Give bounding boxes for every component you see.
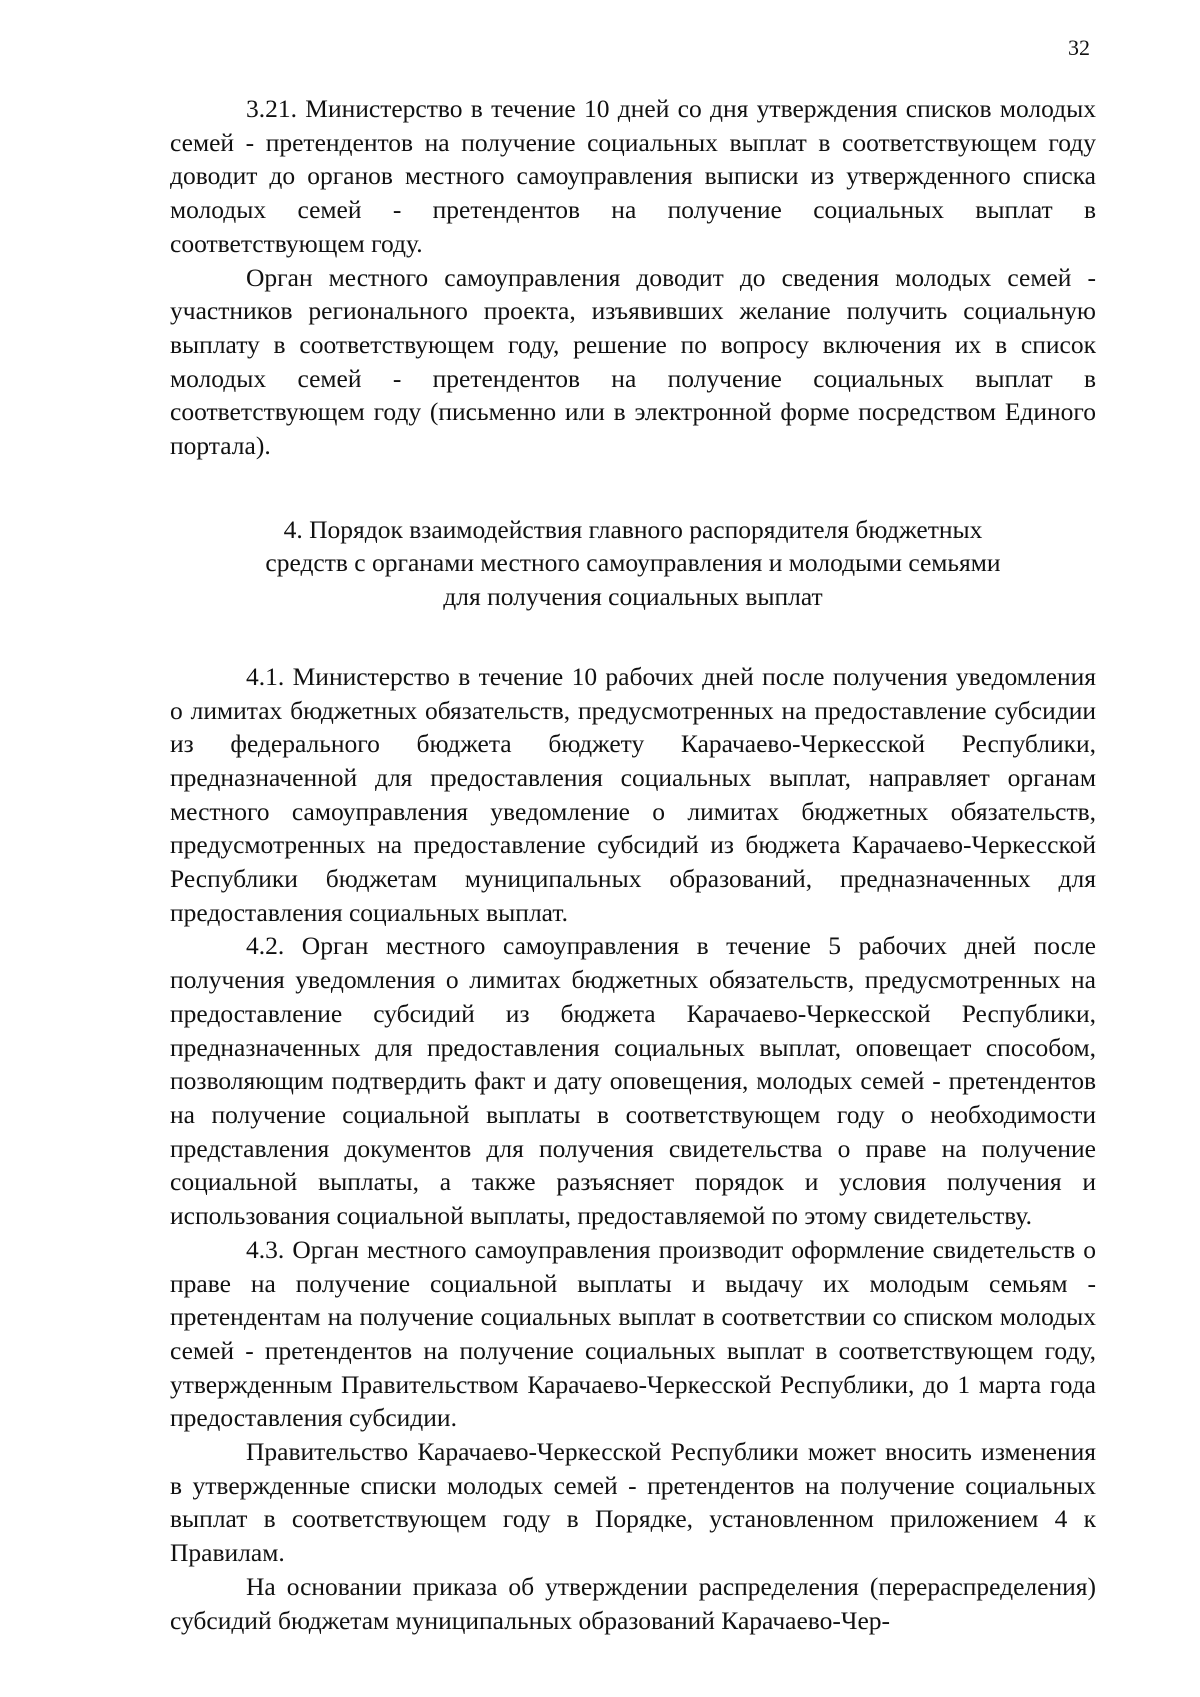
paragraph-subsidy-distribution: На основании приказа об утверждении распределения (перераспределения) субсидий бюджетам муниципальных образований Карачаево-Чер- [170,1571,1096,1635]
document-body [170,92,1096,1637]
paragraph-local-government-notice: Орган местного самоуправления доводит до сведения молодых семей - участников регионального проекта, изъявивших желание получить социальную выплату в соответствующем году, решение по вопросу включения их в список молодых семей - претендентов на получение социальных выплат в соответствующем году (письменно или в электронной форме посредством Единого портала). [170,262,1096,461]
section-heading-line: для получения социальных выплат [443,582,823,612]
paragraph-3-21: 3.21. Министерство в течение 10 дней со дня утверждения списков молодых семей - претендентов на получение социальных выплат в соответствующем году доводит до органов местного самоуправления выписки из утвержденного списка молодых семей - претендентов на получение социальных выплат в соответствующем году. [170,94,1096,258]
section-heading-line: 4. Порядок взаимодействия главного распорядителя бюджетных [283,514,983,544]
paragraph-4-3: 4.3. Орган местного самоуправления производит оформление свидетельств о праве на получение социальной выплаты и выдачу их молодым семьям - претендентам на получение социальных выплат в соответствии со списком молодых семей - претендентов на получение социальных выплат в соответствующем году, утвержденным Правительством Карачаево-Черкесской Республики, до 1 марта года предоставления субсидии. [170,1234,1096,1433]
section-heading-line: средств с органами местного самоуправления и молодыми семьями [265,548,1001,578]
paragraph-4-2: 4.2. Орган местного самоуправления в течение 5 рабочих дней после получения уведомления о лимитах бюджетных обязательств, предусмотренных на предоставление субсидий из бюджета Карачаево-Черкесской Республики, предназначенных для предоставления социальных выплат, оповещает способом, позволяющим подтвердить факт и дату оповещения, молодых семей - претендентов на получение социальной выплаты в соответствующем году о необходимости представления документов для получения свидетельства о праве на получение социальной выплаты, а также разъясняет порядок и условия получения и использования социальной выплаты, предоставляемой по этому свидетельству. [170,931,1096,1231]
page-number: 32 [1068,35,1090,60]
paragraph-4-1: 4.1. Министерство в течение 10 рабочих дней после получения уведомления о лимитах бюджетных обязательств, предусмотренных на предоставление субсидии из федерального бюджета бюджету Карачаево-Черкесской Республики, предназначенной для предоставления социальных выплат, направляет органам местного самоуправления уведомление о лимитах бюджетных обязательств, предусмотренных на предоставление субсидий из бюджета Карачаево-Черкесской Республики бюджетам муниципальных образований, предназначенных для предоставления социальных выплат. [170,661,1096,927]
section-heading [170,513,1096,614]
paragraph-government-changes: Правительство Карачаево-Черкесской Республики может вносить изменения в утвержденные списки молодых семей - претендентов на получение социальных выплат в соответствующем году в Порядке, установленном приложением 4 к Правилам. [170,1437,1096,1568]
